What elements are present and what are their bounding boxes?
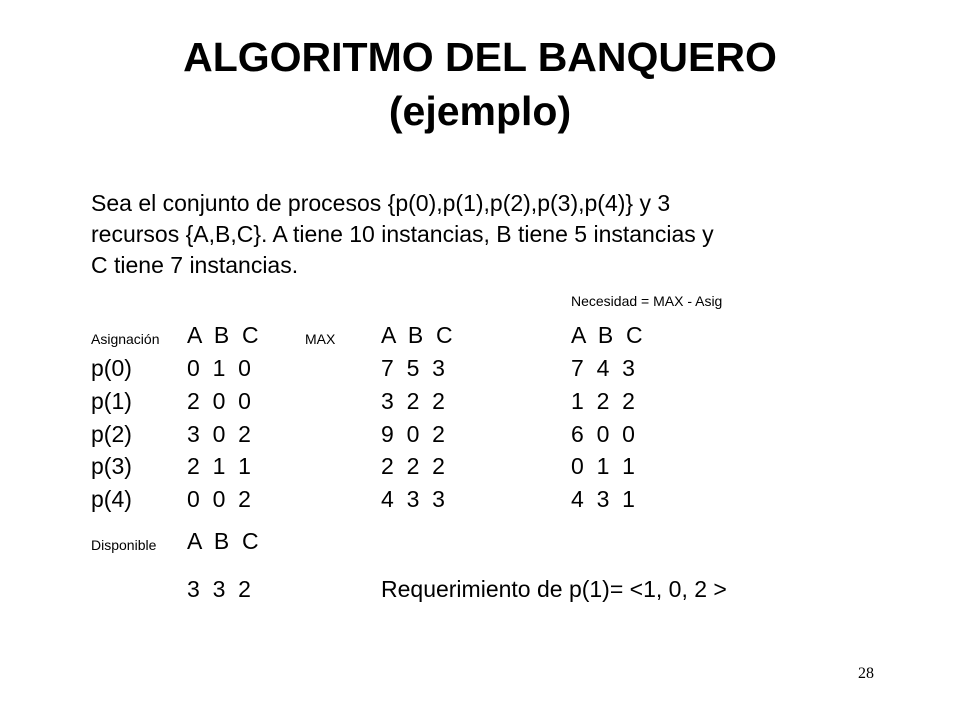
disponible-header: A B C [187,528,259,554]
asignacion-label: Asignación [91,331,160,347]
max-label: MAX [305,331,336,347]
max-cell: 3 2 2 [381,388,445,414]
necesidad-cell: 0 1 1 [571,453,635,479]
process-label: p(0) [91,355,132,381]
max-cell: 2 2 2 [381,453,445,479]
necesidad-header: A B C [571,322,643,348]
necesidad-cell: 6 0 0 [571,421,635,447]
process-label: p(4) [91,486,132,512]
asignacion-header: A B C [187,322,259,348]
necesidad-label: Necesidad = MAX - Asig [571,293,723,309]
max-cell: 9 0 2 [381,421,445,447]
slide-title [0,30,960,138]
max-cell: 7 5 3 [381,355,445,381]
process-label: p(2) [91,421,132,447]
intro-line: recursos {A,B,C}. A tiene 10 instancias, B tiene 5 instancias y [91,221,714,247]
intro-line: C tiene 7 instancias. [91,252,299,278]
asignacion-cell: 0 1 0 [187,355,251,381]
disponible-values: 3 3 2 [187,576,251,602]
necesidad-cell: 4 3 1 [571,486,635,512]
asignacion-cell: 0 0 2 [187,486,251,512]
disponible-label: Disponible [91,537,157,553]
title-line-2: (ejemplo) [388,88,572,134]
max-cell: 4 3 3 [381,486,445,512]
intro-line: Sea el conjunto de procesos {p(0),p(1),p(2),p(3),p(4)} y 3 [91,190,671,216]
asignacion-cell: 3 0 2 [187,421,251,447]
asignacion-cell: 2 0 0 [187,388,251,414]
title-line-1: ALGORITMO DEL BANQUERO [183,34,777,80]
process-label: p(3) [91,453,132,479]
intro-paragraph [91,188,851,281]
requerimiento-text: Requerimiento de p(1)= <1, 0, 2 > [381,576,727,602]
necesidad-cell: 1 2 2 [571,388,635,414]
page-number: 28 [858,665,874,682]
necesidad-cell: 7 4 3 [571,355,635,381]
asignacion-cell: 2 1 1 [187,453,251,479]
max-header: A B C [381,322,453,348]
process-label: p(1) [91,388,132,414]
